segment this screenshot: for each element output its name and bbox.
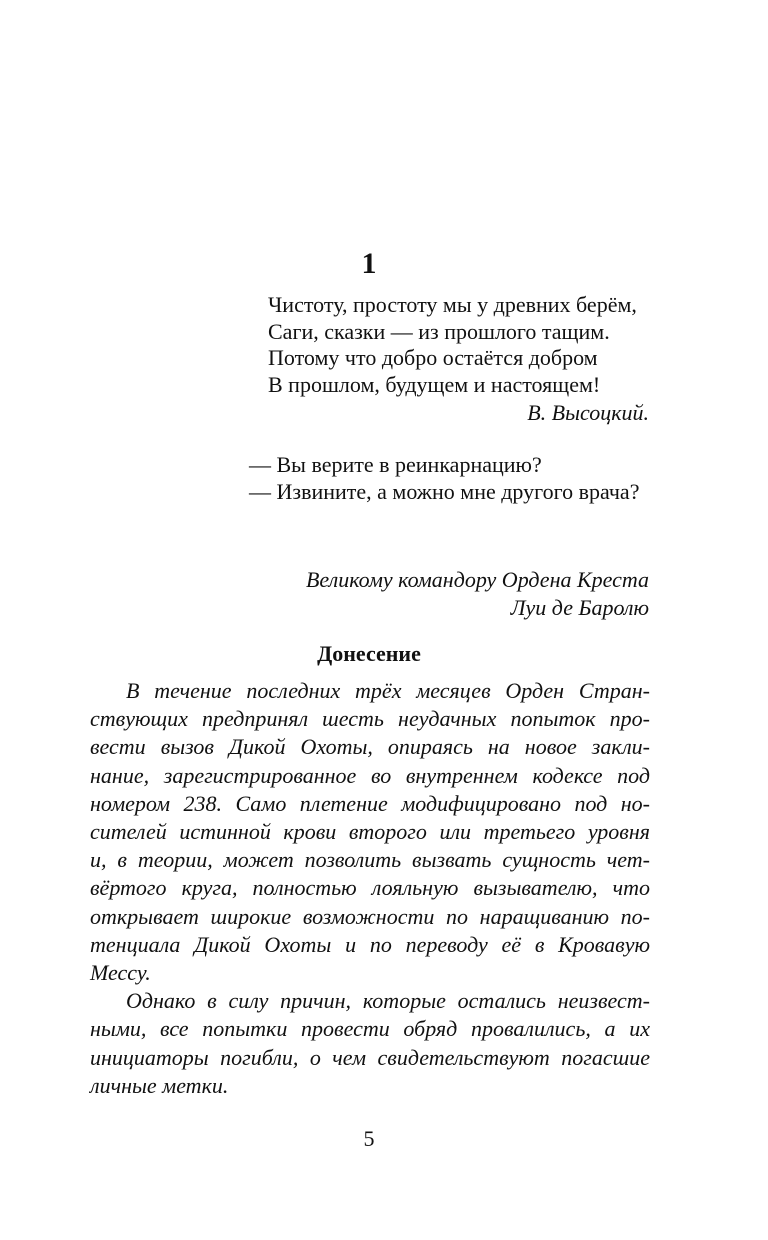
- body-line: инициаторы погибли, о чем свидетельствуют погасшие: [90, 1044, 650, 1070]
- dialogue-line: — Извините, а можно мне другого врача?: [249, 479, 640, 504]
- epigraph: [268, 292, 658, 398]
- body-line: сителей истинной крови второго или третьего уровня: [90, 819, 650, 845]
- body-line: вести вызов Дикой Охоты, опираясь на новое закли-: [90, 734, 650, 760]
- dialogue-joke: [249, 451, 669, 505]
- body-line: и, в теории, может позволить вызвать сущность чет-: [90, 847, 650, 873]
- body-line: вёртого круга, полностью лояльную вызывателю, что: [90, 875, 650, 901]
- epigraph-line: Потому что добро остаётся добром: [268, 345, 598, 370]
- chapter-number: 1: [361, 247, 377, 280]
- body-line: ствующих предпринял шесть неудачных попыток про-: [90, 706, 650, 732]
- addressee-line: Луи де Баролю: [510, 595, 649, 620]
- section-title: Донесение: [317, 641, 421, 666]
- addressee-line: Великому командору Ордена Креста: [305, 567, 649, 592]
- body-line: тенциала Дикой Охоты и по переводу её в Кровавую: [90, 931, 650, 957]
- epigraph-line: Саги, сказки — из прошлого тащим.: [268, 318, 610, 344]
- body-line: личные метки.: [90, 1072, 229, 1098]
- epigraph-line: В прошлом, будущем и настоящем!: [268, 371, 601, 397]
- epigraph-line: Чистоту, простоту мы у древних берём,: [268, 292, 637, 317]
- page-number: 5: [363, 1126, 375, 1151]
- body-line: В течение последних трёх месяцев Орден Стран-: [126, 678, 650, 703]
- report-addressee: [229, 566, 649, 622]
- body-line: открывает широкие возможности по наращиванию по-: [90, 903, 650, 929]
- body-line: Однако в силу причин, которые остались неизвест-: [126, 988, 650, 1014]
- body-line: Мессу.: [90, 960, 151, 986]
- epigraph-author: В. Высоцкий.: [527, 400, 649, 425]
- body-line: нание, зарегистрированное во внутреннем кодексе под: [90, 762, 650, 788]
- body-line: номером 238. Само плетение модифицировано под но-: [90, 790, 650, 816]
- report-body: [90, 677, 650, 1100]
- body-line: ными, все попытки провести обряд провалились, а их: [90, 1016, 650, 1042]
- dialogue-line: — Вы верите в реинкарнацию?: [249, 452, 542, 477]
